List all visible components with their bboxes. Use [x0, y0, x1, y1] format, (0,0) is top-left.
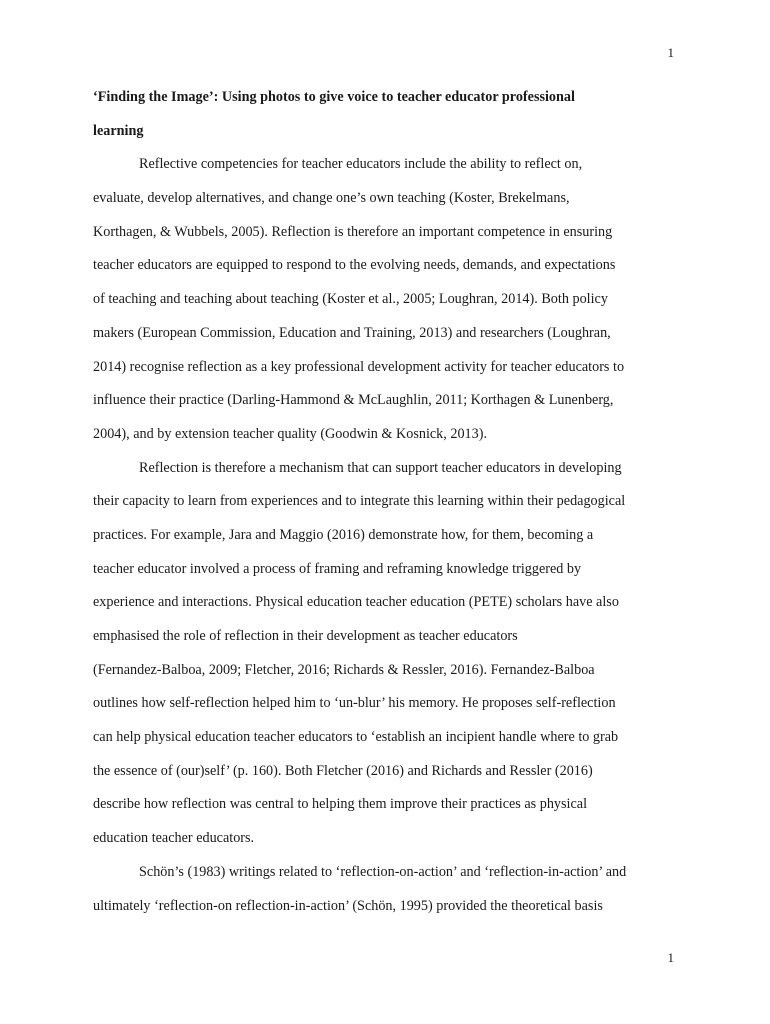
body-line: describe how reflection was central to helping them improve their practices as physical — [93, 796, 588, 813]
body-line: 2004), and by extension teacher quality (Goodwin & Kosnick, 2013). — [93, 425, 488, 442]
title-line-1: ‘Finding the Image’: Using photos to give voice to teacher educator professional — [93, 89, 575, 105]
document-body — [93, 83, 678, 925]
body-line: of teaching and teaching about teaching (Koster et al., 2005; Loughran, 2014). Both policy — [93, 291, 608, 308]
title-line-2: learning — [93, 122, 144, 139]
body-line: teacher educators are equipped to respond to the evolving needs, demands, and expectations — [93, 257, 616, 274]
body-line: outlines how self-reflection helped him to ‘un-blur’ his memory. He proposes self-reflection — [93, 695, 616, 712]
header-page-number: 1 — [667, 45, 674, 60]
body-line: their capacity to learn from experiences and to integrate this learning within their pedagogical — [93, 493, 626, 510]
body-line: ultimately ‘reflection-on reflection-in-action’ (Schön, 1995) provided the theoretical basis — [93, 897, 603, 914]
body-line: education teacher educators. — [93, 830, 255, 847]
body-line: the essence of (our)self’ (p. 160). Both Fletcher (2016) and Richards and Ressler (2016) — [93, 762, 593, 779]
footer-page-number: 1 — [667, 950, 674, 965]
body-line: Reflective competencies for teacher educators include the ability to reflect on, — [139, 156, 583, 173]
body-line: emphasised the role of reflection in their development as teacher educators — [93, 628, 518, 644]
body-line: influence their practice (Darling-Hammond & McLaughlin, 2011; Korthagen & Lunenberg, — [93, 392, 614, 409]
body-line: teacher educator involved a process of framing and reframing knowledge triggered by — [93, 560, 582, 577]
body-line: practices. For example, Jara and Maggio (2016) demonstrate how, for them, becoming a — [93, 526, 594, 543]
body-line: Korthagen, & Wubbels, 2005). Reflection is therefore an important competence in ensuring — [93, 223, 613, 240]
body-line: makers (European Commission, Education and Training, 2013) and researchers (Loughran, — [93, 324, 611, 341]
body-line: Reflection is therefore a mechanism that can support teacher educators in developing — [139, 459, 622, 476]
body-line: experience and interactions. Physical education teacher education (PETE) scholars have also — [93, 594, 619, 611]
body-line: (Fernandez-Balboa, 2009; Fletcher, 2016; Richards & Ressler, 2016). Fernandez-Balboa — [93, 661, 595, 678]
body-line: 2014) recognise reflection as a key professional development activity for teacher educators to — [93, 358, 625, 375]
body-line: can help physical education teacher educators to ‘establish an incipient handle where to grab — [93, 729, 619, 746]
body-line: Schön’s (1983) writings related to ‘reflection-on-action’ and ‘reflection-in-action’ and — [139, 863, 627, 880]
body-line: evaluate, develop alternatives, and change one’s own teaching (Koster, Brekelmans, — [93, 190, 570, 207]
